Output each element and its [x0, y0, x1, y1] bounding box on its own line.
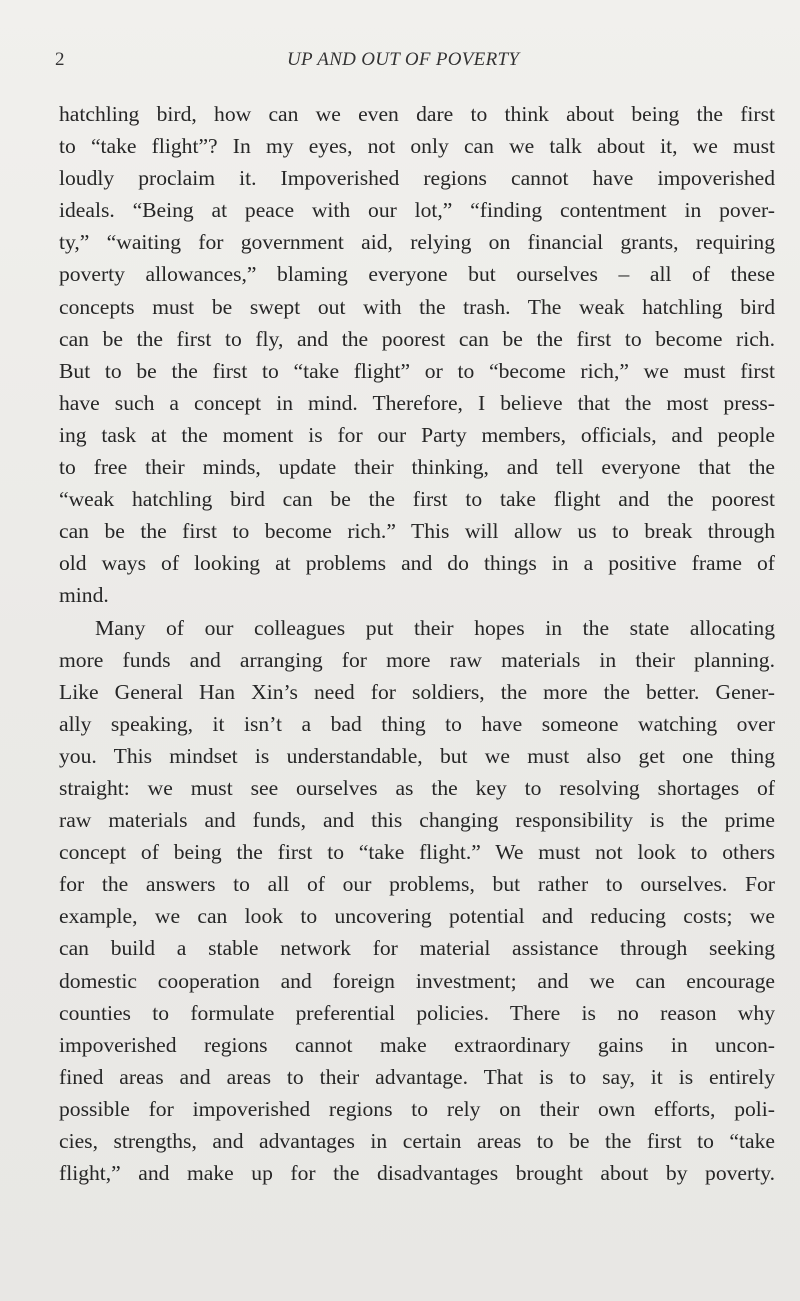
- text-line: loudly proclaim it. Impoverished regions cannot have impoverished: [59, 166, 775, 191]
- text-line: ideals. “Being at peace with our lot,” “finding contentment in pover-: [59, 198, 775, 223]
- text-line: can build a stable network for material assistance through seeking: [59, 936, 775, 961]
- text-line: fined areas and areas to their advantage. That is to say, it is entirely: [59, 1064, 775, 1089]
- text-line: domestic cooperation and foreign investment; and we can encourage: [59, 968, 775, 993]
- text-line: for the answers to all of our problems, but rather to ourselves. For: [59, 872, 775, 897]
- text-line: possible for impoverished regions to rely on their own efforts, poli-: [59, 1096, 775, 1121]
- paragraph: [59, 612, 775, 1190]
- text-line: hatchling bird, how can we even dare to think about being the first: [59, 102, 775, 126]
- text-line: ally speaking, it isn’t a bad thing to have someone watching over: [59, 711, 775, 736]
- text-line: flight,” and make up for the disadvantages brought about by poverty.: [59, 1161, 775, 1186]
- text-line: mind.: [59, 583, 109, 608]
- text-line: ty,” “waiting for government aid, relying on financial grants, requiring: [59, 230, 775, 255]
- text-line: more funds and arranging for more raw materials in their planning.: [59, 647, 775, 672]
- text-line: can be the first to fly, and the poorest can be the first to become rich.: [59, 326, 775, 351]
- text-line: Like General Han Xin’s need for soldiers, the more the better. Gener-: [59, 679, 775, 704]
- text-line: ing task at the moment is for our Party members, officials, and people: [59, 422, 775, 447]
- text-line: old ways of looking at problems and do things in a positive frame of: [59, 551, 775, 576]
- text-line: Many of our colleagues put their hopes in the state allocating: [95, 615, 775, 640]
- text-line: concept of being the first to “take flight.” We must not look to others: [59, 840, 775, 865]
- text-line: straight: we must see ourselves as the key to resolving shortages of: [59, 775, 775, 800]
- text-line: impoverished regions cannot make extraordinary gains in uncon-: [59, 1032, 775, 1057]
- text-line: concepts must be swept out with the trash. The weak hatchling bird: [59, 294, 775, 319]
- text-line: counties to formulate preferential policies. There is no reason why: [59, 1000, 775, 1025]
- page-number: 2: [55, 49, 65, 70]
- paragraph: [59, 98, 775, 612]
- text-line: raw materials and funds, and this changing responsibility is the prime: [59, 808, 775, 833]
- text-line: you. This mindset is understandable, but we must also get one thing: [59, 743, 775, 768]
- running-head: [55, 49, 760, 73]
- running-title: UP AND OUT OF POVERTY: [287, 49, 520, 70]
- text-line: to “take flight”? In my eyes, not only can we talk about it, we must: [59, 134, 775, 159]
- body-text: [59, 98, 775, 1189]
- text-line: have such a concept in mind. Therefore, I believe that the most press-: [59, 390, 775, 415]
- text-line: But to be the first to “take flight” or to “become rich,” we must first: [59, 358, 775, 383]
- text-line: can be the first to become rich.” This will allow us to break through: [59, 519, 775, 544]
- text-line: example, we can look to uncovering potential and reducing costs; we: [59, 904, 775, 929]
- text-line: poverty allowances,” blaming everyone but ourselves – all of these: [59, 262, 775, 287]
- text-line: cies, strengths, and advantages in certain areas to be the first to “take: [59, 1129, 775, 1153]
- text-line: “weak hatchling bird can be the first to take flight and the poorest: [59, 487, 775, 512]
- text-line: to free their minds, update their thinking, and tell everyone that the: [59, 455, 775, 480]
